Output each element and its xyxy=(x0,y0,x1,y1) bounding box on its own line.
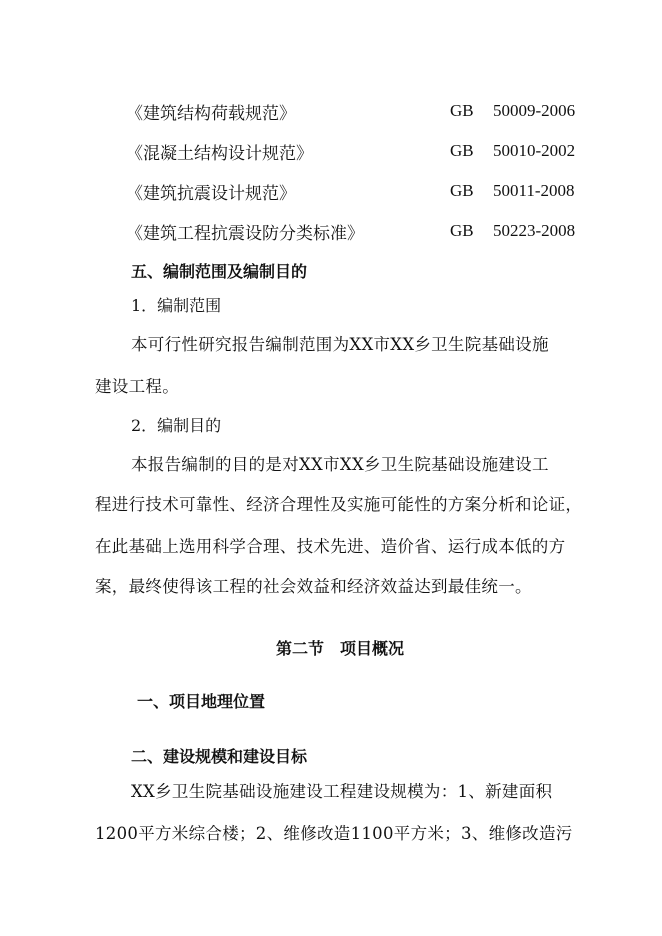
standard-name: 《建筑工程抗震设防分类标准》 xyxy=(126,224,364,244)
paragraph-line: 案，最终使得该工程的社会效益和经济效益达到最佳统一。 xyxy=(95,577,532,596)
section-heading: 五、编制范围及编制目的 xyxy=(131,262,308,281)
paragraph-line: 本报告编制的目的是对XX市XX乡卫生院基础设施建设工 xyxy=(131,455,549,474)
section-heading: 二、建设规模和建设目标 xyxy=(131,747,308,766)
paragraph-line: 1200平方米综合楼；2、维修改造1100平方米；3、维修改造污 xyxy=(95,824,573,843)
paragraph-line: 建设工程。 xyxy=(95,377,179,396)
standard-code: GB xyxy=(450,141,474,160)
standard-number: 50011-2008 xyxy=(493,181,575,200)
standard-name: 《混凝土结构设计规范》 xyxy=(126,144,313,164)
standard-code: GB xyxy=(450,181,474,200)
subsection-title: 2．编制目的 xyxy=(131,416,222,435)
standard-number: 50223-2008 xyxy=(493,221,576,240)
paragraph-line: 本可行性研究报告编制范围为XX市XX乡卫生院基础设施 xyxy=(131,335,549,354)
section-heading: 一、项目地理位置 xyxy=(137,692,266,711)
chapter-title: 第二节 项目概况 xyxy=(276,639,405,658)
standard-number: 50009-2006 xyxy=(493,101,576,120)
standard-code: GB xyxy=(450,221,474,240)
standard-name: 《建筑结构荷载规范》 xyxy=(126,104,296,124)
subsection-title: 1．编制范围 xyxy=(131,296,222,315)
paragraph-line: 程进行技术可靠性、经济合理性及实施可能性的方案分析和论证， xyxy=(95,495,583,514)
paragraph-line: XX乡卫生院基础设施建设工程建设规模为：1、新建面积 xyxy=(131,782,553,801)
standard-code: GB xyxy=(450,101,474,120)
standard-name: 《建筑抗震设计规范》 xyxy=(126,184,296,204)
paragraph-line: 在此基础上选用科学合理、技术先进、造价省、运行成本低的方 xyxy=(95,537,566,556)
standard-number: 50010-2002 xyxy=(493,141,576,160)
